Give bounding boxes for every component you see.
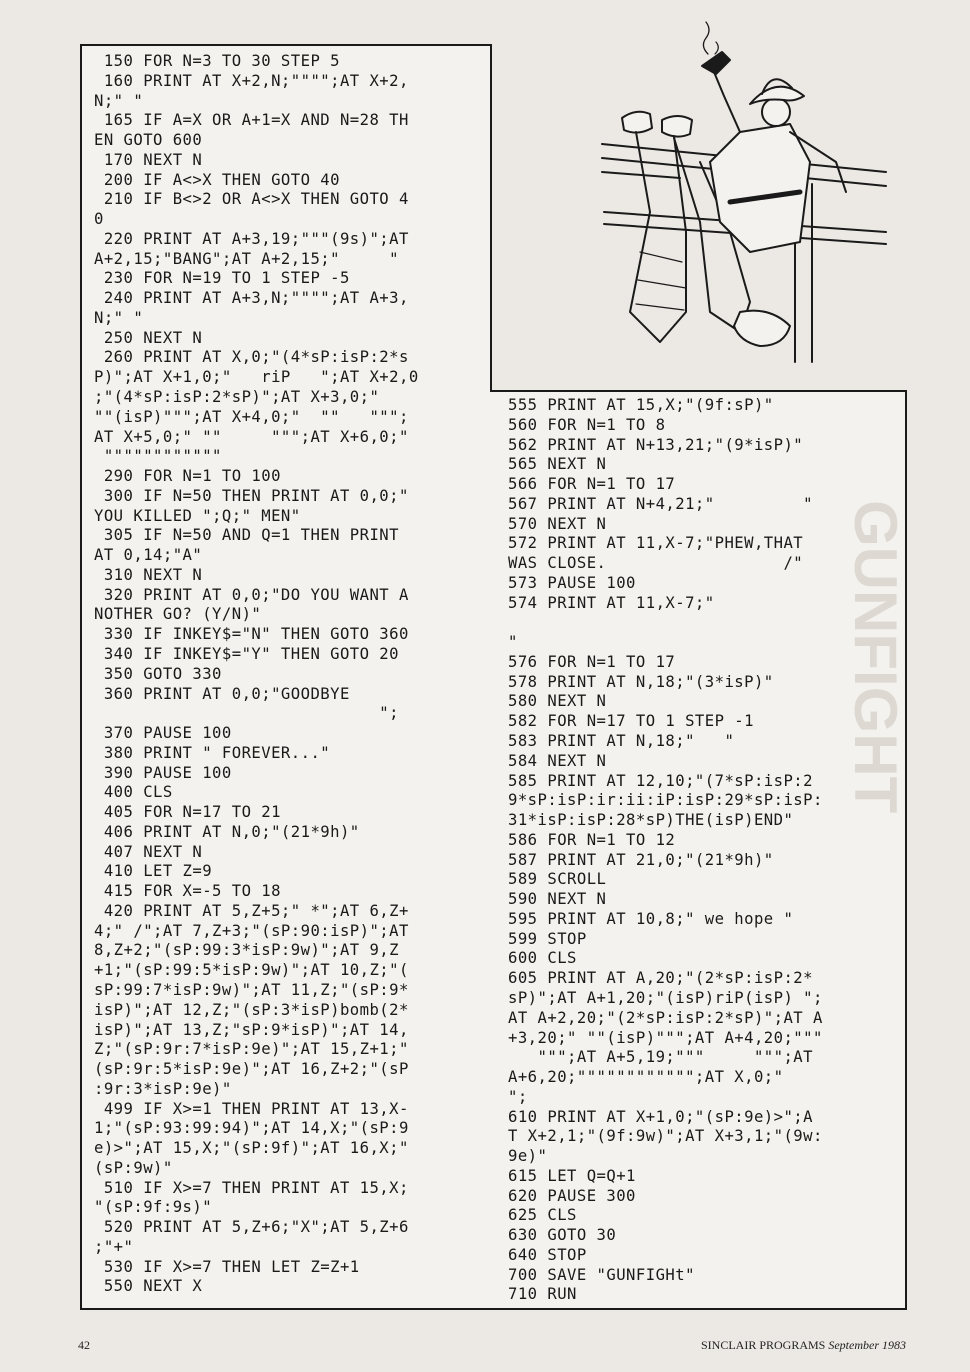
code-line: 170 NEXT N xyxy=(94,150,203,169)
code-line: 320 PRINT AT 0,0;"DO YOU WANT A xyxy=(94,585,409,604)
code-line: 586 FOR N=1 TO 12 xyxy=(508,830,676,849)
code-line: """""""""""" xyxy=(94,447,222,466)
code-line: 150 FOR N=3 TO 30 STEP 5 xyxy=(94,52,340,70)
code-line: 562 PRINT AT N+13,21;"(9*isP)" xyxy=(508,435,804,454)
code-line: isP)";AT 13,Z;"sP:9*isP)";AT 14, xyxy=(94,1020,409,1039)
code-line: +1;"(sP:99:5*isP:9w)";AT 10,Z;"( xyxy=(94,961,409,980)
code-line: 550 NEXT X xyxy=(94,1277,203,1296)
code-line: 510 IF X>=7 THEN PRINT AT 15,X; xyxy=(94,1178,409,1197)
code-line: AT X+5,0;" "" """;AT X+6,0;" xyxy=(94,427,409,446)
code-line: 230 FOR N=19 TO 1 STEP -5 xyxy=(94,269,350,288)
listing-left-column xyxy=(80,44,492,1310)
code-line: 260 PRINT AT X,0;"(4*sP:isP:2*s xyxy=(94,348,409,367)
code-line: 420 PRINT AT 5,Z+5;" *";AT 6,Z+ xyxy=(94,901,409,920)
code-line: 530 IF X>=7 THEN LET Z=Z+1 xyxy=(94,1257,360,1276)
magazine-title: SINCLAIR PROGRAMS xyxy=(700,1338,826,1352)
code-line: 589 SCROLL xyxy=(508,870,607,889)
code-line: 630 GOTO 30 xyxy=(508,1226,617,1245)
code-line: P)";AT X+1,0;" riP ";AT X+2,0 xyxy=(94,368,419,387)
code-line: 220 PRINT AT A+3,19;"""(9s)";AT xyxy=(94,229,409,248)
code-line: 573 PAUSE 100 xyxy=(508,573,636,592)
code-line: 4;" /";AT 7,Z+3;"(sP:90:isP)";AT xyxy=(94,921,409,940)
code-line: 290 FOR N=1 TO 100 xyxy=(94,467,281,486)
code-line: 240 PRINT AT A+3,N;"""";AT A+3, xyxy=(94,289,409,308)
code-line: 585 PRINT AT 12,10;"(7*sP:isP:2 xyxy=(508,771,813,790)
code-line: 160 PRINT AT X+2,N;"""";AT X+2, xyxy=(94,71,409,90)
bleed-through-title: GUNFIGHT xyxy=(842,500,909,814)
code-line: 370 PAUSE 100 xyxy=(94,724,232,743)
code-line: 570 NEXT N xyxy=(508,514,607,533)
code-line: 587 PRINT AT 21,0;"(21*9h)" xyxy=(508,850,774,869)
code-line: AT A+2,20;"(2*sP:isP:2*sP)";AT A xyxy=(508,1008,823,1027)
code-line: WAS CLOSE. /" xyxy=(508,554,804,573)
code-line: (sP:9w)" xyxy=(94,1158,173,1177)
code-line: 8,Z+2;"(sP:99:3*isP:9w)";AT 9,Z xyxy=(94,941,399,960)
code-line: 31*isP:isP:28*sP)THE(isP)END" xyxy=(508,811,794,830)
code-line: 580 NEXT N xyxy=(508,692,607,711)
code-line: 200 IF A<>X THEN GOTO 40 xyxy=(94,170,340,189)
code-lines-left xyxy=(94,52,486,1297)
issue-date: September 1983 xyxy=(828,1338,906,1352)
code-line: 574 PRINT AT 11,X-7;" xyxy=(508,593,715,612)
code-line: 410 LET Z=9 xyxy=(94,862,213,881)
code-line: 0 xyxy=(94,210,104,229)
code-line: ""(isP)""";AT X+4,0;" "" """; xyxy=(94,407,409,426)
code-line: ;"(4*sP:isP:2*sP)";AT X+3,0;" xyxy=(94,388,380,407)
code-line: 300 IF N=50 THEN PRINT AT 0,0;" xyxy=(94,486,409,505)
code-line: 405 FOR N=17 TO 21 xyxy=(94,803,281,822)
code-line: "; xyxy=(94,704,399,723)
code-line: 560 FOR N=1 TO 8 xyxy=(508,415,666,434)
code-line: N;" " xyxy=(94,308,144,327)
code-line: A+6,20;"""""""""""";AT X,0;" xyxy=(508,1068,784,1087)
code-line: 305 IF N=50 AND Q=1 THEN PRINT xyxy=(94,526,399,545)
running-footer xyxy=(701,1338,906,1353)
code-line: sP:99:7*isP:9w)";AT 11,Z;"(sP:9* xyxy=(94,980,409,999)
code-line: isP)";AT 12,Z;"(sP:3*isP)bomb(2* xyxy=(94,1000,409,1019)
code-line: 566 FOR N=1 TO 17 xyxy=(508,475,676,494)
code-line: 600 CLS xyxy=(508,949,577,968)
code-line: Z;"(sP:9r:7*isP:9e)";AT 15,Z+1;" xyxy=(94,1040,409,1059)
code-line: NOTHER GO? (Y/N)" xyxy=(94,605,262,624)
code-line: 615 LET Q=Q+1 xyxy=(508,1166,636,1185)
code-line: 595 PRINT AT 10,8;" we hope " xyxy=(508,909,794,928)
code-line: 407 NEXT N xyxy=(94,842,203,861)
code-line: 210 IF B<>2 OR A<>X THEN GOTO 4 xyxy=(94,190,409,209)
cowboy-on-fence-illustration xyxy=(590,12,890,378)
code-line: +3,20;" ""(isP)""";AT A+4,20;""" xyxy=(508,1028,823,1047)
code-line: 390 PAUSE 100 xyxy=(94,763,232,782)
code-line: 590 NEXT N xyxy=(508,890,607,909)
code-line: 572 PRINT AT 11,X-7;"PHEW,THAT xyxy=(508,534,804,553)
code-line: 499 IF X>=1 THEN PRINT AT 13,X- xyxy=(94,1099,409,1118)
code-line: 565 NEXT N xyxy=(508,455,607,474)
code-line: N;" " xyxy=(94,91,144,110)
code-line: 250 NEXT N xyxy=(94,328,203,347)
code-line: 520 PRINT AT 5,Z+6;"X";AT 5,Z+6 xyxy=(94,1218,409,1237)
code-line: """;AT A+5,19;""" """;AT xyxy=(508,1048,813,1067)
code-line: 625 CLS xyxy=(508,1206,577,1225)
code-line: ;"+" xyxy=(94,1237,134,1256)
code-line: 610 PRINT AT X+1,0;"(sP:9e)>";A xyxy=(508,1107,813,1126)
code-line: " xyxy=(508,633,518,652)
code-line: 340 IF INKEY$="Y" THEN GOTO 20 xyxy=(94,644,399,663)
code-line: 415 FOR X=-5 TO 18 xyxy=(94,882,281,901)
code-line: 576 FOR N=1 TO 17 xyxy=(508,652,676,671)
code-line: 310 NEXT N xyxy=(94,565,203,584)
code-line: 380 PRINT " FOREVER..." xyxy=(94,743,331,762)
code-line: sP)";AT A+1,20;"(isP)riP(isP) "; xyxy=(508,988,823,1007)
code-line: YOU KILLED ";Q;" MEN" xyxy=(94,506,301,525)
code-line: "; xyxy=(508,1087,528,1106)
code-line: 599 STOP xyxy=(508,929,587,948)
code-line: 360 PRINT AT 0,0;"GOODBYE xyxy=(94,684,350,703)
code-line: 583 PRINT AT N,18;" " xyxy=(508,732,735,751)
code-line: AT 0,14;"A" xyxy=(94,546,203,565)
code-line: 406 PRINT AT N,0;"(21*9h)" xyxy=(94,822,360,841)
code-line: A+2,15;"BANG";AT A+2,15;" " xyxy=(94,249,399,268)
code-line: e)>";AT 15,X;"(sP:9f)";AT 16,X;" xyxy=(94,1139,409,1158)
code-line: 330 IF INKEY$="N" THEN GOTO 360 xyxy=(94,625,409,644)
page-number: 42 xyxy=(78,1338,90,1352)
code-line: 640 STOP xyxy=(508,1245,587,1264)
code-line: T X+2,1;"(9f:9w)";AT X+3,1;"(9w: xyxy=(508,1127,823,1146)
code-line: 584 NEXT N xyxy=(508,751,607,770)
code-line: 1;"(sP:93:99:94)";AT 14,X;"(sP:9 xyxy=(94,1119,409,1138)
code-line: 700 SAVE "GUNFIGHt" xyxy=(508,1265,695,1284)
code-line: 710 RUN xyxy=(508,1285,577,1304)
code-line: :9r:3*isP:9e)" xyxy=(94,1079,232,1098)
code-line: 350 GOTO 330 xyxy=(94,664,222,683)
code-line: EN GOTO 600 xyxy=(94,131,203,150)
code-line: 165 IF A=X OR A+1=X AND N=28 TH xyxy=(94,111,409,130)
code-line: 605 PRINT AT A,20;"(2*sP:isP:2* xyxy=(508,969,813,988)
code-line: (sP:9r:5*isP:9e)";AT 16,Z+2;"(sP xyxy=(94,1060,409,1079)
code-line: 9*sP:isP:ir:ii:iP:isP:29*sP:isP: xyxy=(508,791,823,810)
code-line: "(sP:9f:9s)" xyxy=(94,1198,213,1217)
code-line: 555 PRINT AT 15,X;"(9f:sP)" xyxy=(508,396,774,414)
code-line: 400 CLS xyxy=(94,783,173,802)
code-line: 567 PRINT AT N+4,21;" " xyxy=(508,494,813,513)
code-line: 9e)" xyxy=(508,1147,548,1166)
code-line: 578 PRINT AT N,18;"(3*isP)" xyxy=(508,672,774,691)
code-line: 620 PAUSE 300 xyxy=(508,1186,636,1205)
code-line: 582 FOR N=17 TO 1 STEP -1 xyxy=(508,712,754,731)
